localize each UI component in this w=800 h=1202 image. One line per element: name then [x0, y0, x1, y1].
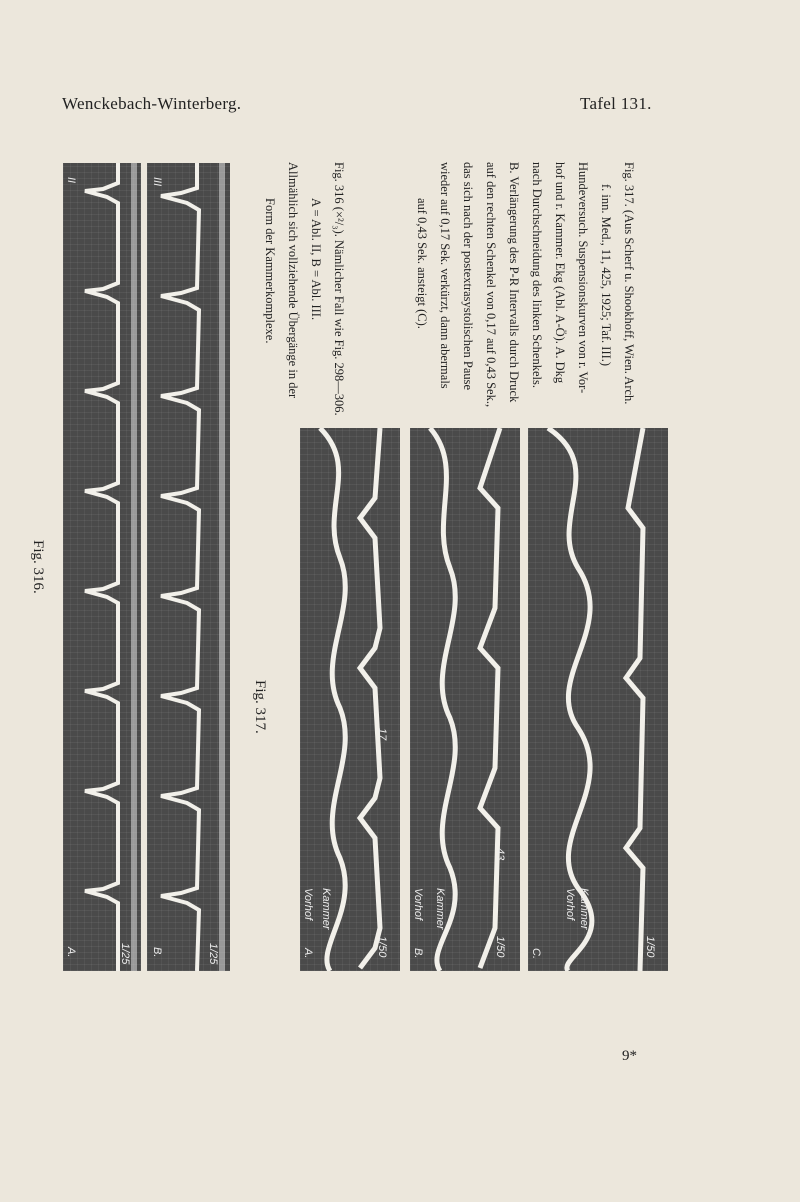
strip-time: 1/50	[644, 936, 656, 958]
strip-letter-c: C.	[530, 948, 542, 959]
caption-line: B. Verlängerung des P-R Intervalls durch Druck	[507, 162, 521, 403]
strip-mark: 17	[376, 728, 388, 741]
strip-lead-ii: II	[65, 177, 77, 184]
caption-line: hof und r. Kammer. Ekg (Abl. A-Ö). A. Dkg	[553, 162, 567, 384]
caption-line: Form der Kammerkomplexe.	[263, 198, 277, 344]
suspension-curve-b	[410, 428, 520, 971]
strip-letter-b: B.	[151, 947, 163, 958]
ecg-trace-lead-iii	[147, 163, 230, 971]
strip-lead-iii: III	[151, 177, 163, 187]
strip-time-b: 1/25	[207, 943, 219, 965]
strip-time: 1/50	[376, 936, 388, 958]
fig-317-strip-b	[410, 428, 520, 971]
strip-letter-a: A.	[65, 947, 77, 958]
caption-line: das sich nach der postextrasystolischen Pause	[461, 162, 475, 391]
strip-letter-b: B.	[412, 948, 424, 959]
ventricle-label: Kammer	[578, 888, 590, 930]
caption-line: f. inn. Med., 11, 425, 1925; Taf. III.)	[599, 184, 613, 367]
fig-316-strip-b	[147, 163, 230, 971]
fig-317-strip-c	[528, 428, 668, 971]
caption-line: Fig. 316 (×²/₃). Nämlicher Fall wie Fig. 298—306.	[332, 162, 346, 416]
strip-letter-a: A.	[302, 948, 314, 959]
strip-time: 1/50	[494, 936, 506, 958]
caption-line: wieder auf 0,17 Sek. verkürzt, dann abermals	[438, 162, 452, 389]
strip-time-a: 1/25	[119, 943, 131, 965]
caption-line: auf 0,43 Sek. ansteigt (C).	[415, 198, 429, 329]
ventricle-label: Kammer	[320, 888, 332, 930]
page-mark: 9*	[622, 1048, 637, 1064]
atrium-label: Vorhof	[412, 888, 424, 921]
ecg-trace-lead-ii	[63, 163, 141, 971]
suspension-curve-a	[300, 428, 400, 971]
ventricle-label: Kammer	[434, 888, 446, 930]
strip-mark: 43	[494, 848, 506, 861]
caption-line: Fig. 317. (Aus Scherf u. Shookhoff, Wien. Arch.	[622, 162, 636, 405]
caption-line: nach Durchschneidung des linken Schenkels.	[530, 162, 544, 388]
running-header-plate: Tafel 131.	[580, 94, 652, 113]
fig-317-label: Fig. 317.	[252, 680, 268, 734]
caption-line: Hundeversuch. Suspensionskurven von r. Vor-	[576, 162, 590, 394]
fig-317-caption	[410, 162, 640, 407]
fig-316-caption	[258, 162, 350, 416]
caption-line: Allmählich sich vollziehende Übergänge in der	[286, 162, 300, 399]
suspension-curve-c	[528, 428, 668, 971]
running-header-authors: Wenckebach-Winterberg.	[62, 94, 242, 113]
atrium-label: Vorhof	[564, 888, 576, 921]
caption-line: A = Abl. II, B = Abl. III.	[309, 198, 323, 321]
fig-316-label: Fig. 316.	[30, 540, 46, 594]
atrium-label: Vorhof	[302, 888, 314, 921]
caption-line: auf den rechten Schenkel von 0,17 auf 0,43 Sek.,	[484, 162, 498, 408]
fig-316-strip-a	[63, 163, 141, 971]
fig-317-strip-a	[300, 428, 400, 971]
